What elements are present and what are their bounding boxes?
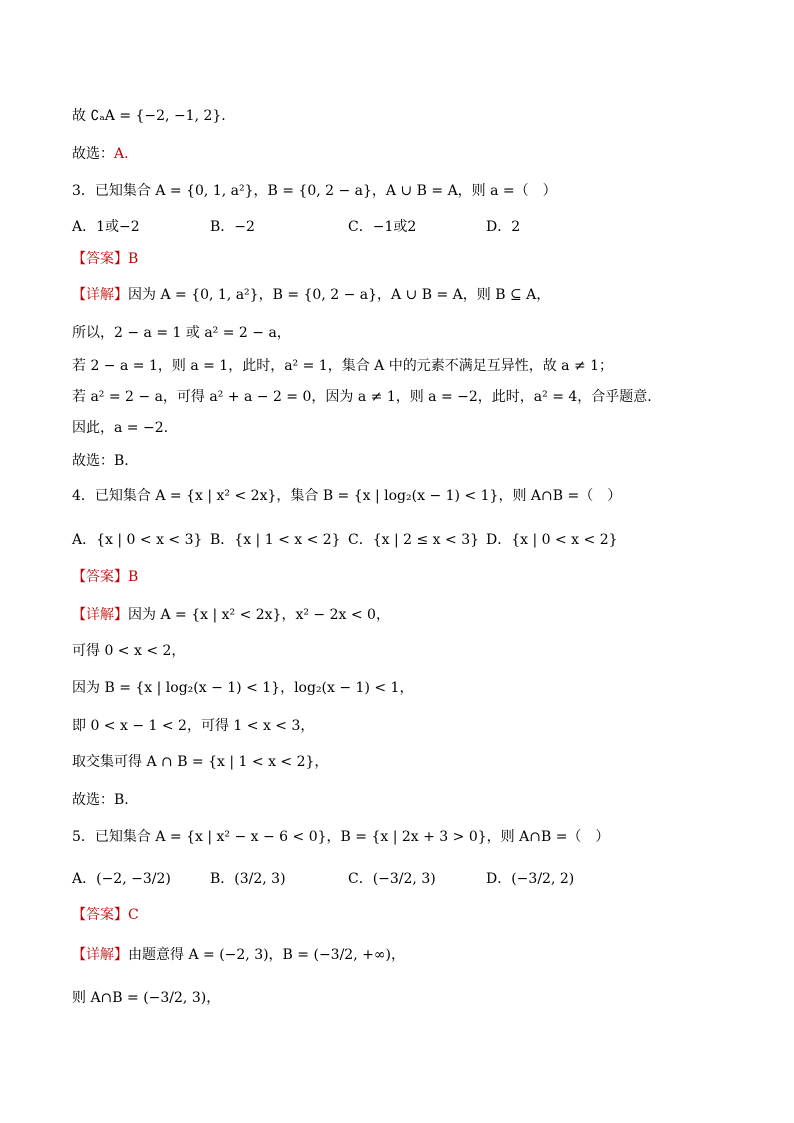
q3-detail-1 [72, 285, 550, 305]
q5-answer [72, 905, 139, 925]
question-4: 4．已知集合 A = {x | x² < 2x}，集合 B = {x | log₂(x − 1) < 1}，则 A∩B =（ ） [72, 488, 622, 504]
select-prefix: 故选： [72, 146, 114, 162]
detail-tag: 【详解】 [72, 287, 128, 303]
q4-detail-2: 可得 0 < x < 2， [72, 643, 186, 659]
q5-option-d: D．(−3/2, 2) [486, 871, 575, 887]
question-3: 3．已知集合 A = {0, 1, a²}，B = {0, 2 − a}，A ∪ B = A，则 a =（ ） [72, 183, 557, 199]
detail-text: 因为 A = {x | x² < 2x}，x² − 2x < 0， [128, 607, 390, 623]
q5-option-a: A．(−2, −3/2) [72, 871, 171, 887]
answer-value: C [128, 907, 139, 923]
q3-detail-4: 若 a² = 2 − a，可得 a² + a − 2 = 0，因为 a ≠ 1，则 a = −2，此时，a² = 4，合乎题意. [72, 389, 652, 405]
q3-select: 故选：B. [72, 453, 129, 469]
q4-select: 故选：B. [72, 792, 129, 808]
q4-option-b: B．{x | 1 < x < 2} [210, 532, 341, 548]
q3-detail-5: 因此，a = −2. [72, 420, 169, 436]
q5-detail-2: 则 A∩B = (−3/2, 3)， [72, 990, 221, 1006]
detail-tag: 【详解】 [72, 947, 128, 963]
q3-option-a: A．1或−2 [72, 219, 140, 235]
q4-detail-3: 因为 B = {x | log₂(x − 1) < 1}，log₂(x − 1) < 1， [72, 680, 414, 696]
q5-option-c: C．(−3/2, 3) [348, 871, 436, 887]
q5-option-b: B．(3/2, 3) [210, 871, 286, 887]
q4-detail-5: 取交集可得 A ∩ B = {x | 1 < x < 2}， [72, 754, 329, 770]
conclusion-line: 故 ∁ₐA = {−2, −1, 2}. [72, 108, 226, 124]
q4-option-d: D．{x | 0 < x < 2} [486, 532, 618, 548]
q4-detail-4: 即 0 < x − 1 < 2，可得 1 < x < 3， [72, 718, 315, 734]
q4-answer [72, 567, 138, 587]
q5-detail-1 [72, 945, 405, 965]
q3-detail-3: 若 2 − a = 1，则 a = 1，此时，a² = 1，集合 A 中的元素不满足互异性，故 a ≠ 1； [72, 358, 614, 374]
q3-option-b: B．−2 [210, 219, 255, 235]
answer-tag: 【答案】 [72, 569, 128, 585]
answer-tag: 【答案】 [72, 907, 128, 923]
q3-option-c: C．−1或2 [348, 219, 417, 235]
select-line [72, 144, 129, 164]
answer-tag: 【答案】 [72, 251, 128, 267]
q3-answer [72, 249, 138, 269]
detail-text: 因为 A = {0, 1, a²}，B = {0, 2 − a}，A ∪ B = A，则 B ⊆ A， [128, 287, 551, 303]
q4-detail-1 [72, 605, 390, 625]
answer-value: B [128, 569, 139, 585]
select-value: A. [114, 146, 129, 162]
q3-detail-2: 所以，2 − a = 1 或 a² = 2 − a， [72, 325, 291, 341]
q4-option-c: C．{x | 2 ≤ x < 3} [348, 532, 480, 548]
q4-option-a: A．{x | 0 < x < 3} [72, 532, 203, 548]
q3-option-d: D．2 [486, 219, 521, 235]
detail-text: 由题意得 A = (−2, 3)，B = (−3/2, +∞)， [128, 947, 405, 963]
detail-tag: 【详解】 [72, 607, 128, 623]
question-5: 5．已知集合 A = {x | x² − x − 6 < 0}，B = {x | 2x + 3 > 0}，则 A∩B =（ ） [72, 829, 610, 845]
answer-value: B [128, 251, 139, 267]
